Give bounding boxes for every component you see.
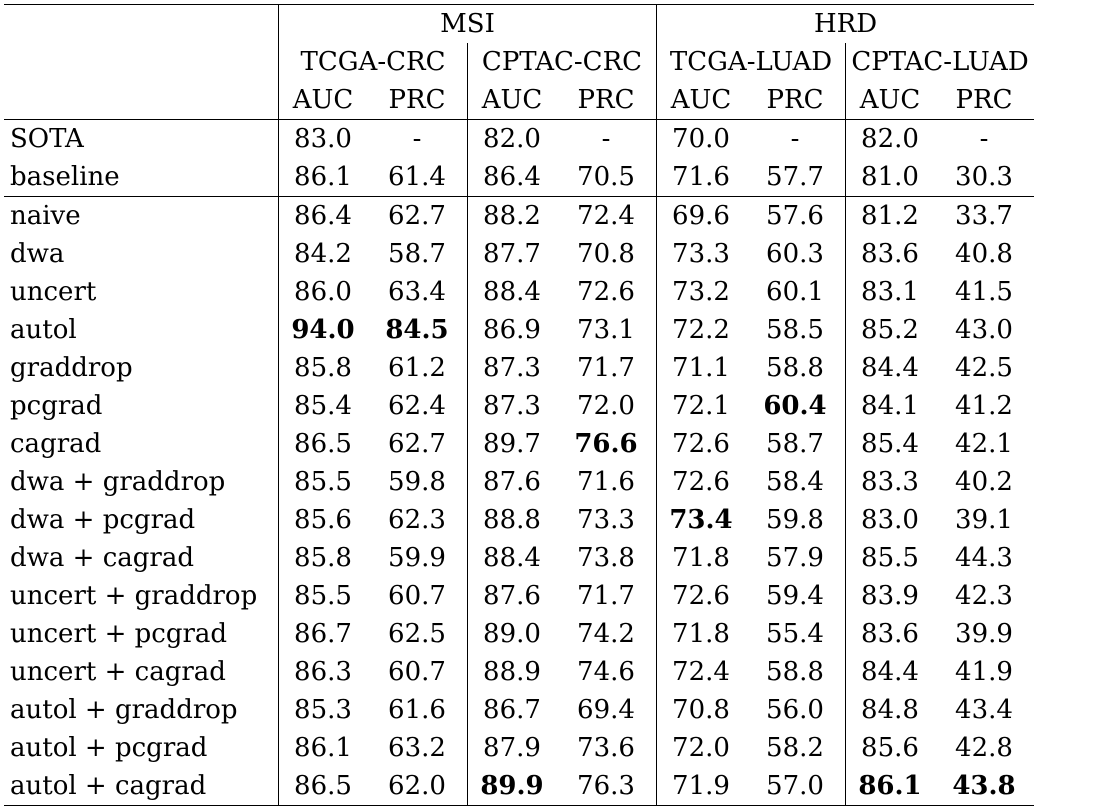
metric-value-cell: 82.0 bbox=[468, 120, 557, 159]
metric-value-cell: 88.8 bbox=[468, 501, 557, 539]
metric-value-cell: 87.3 bbox=[468, 349, 557, 387]
metric-value-cell: 63.2 bbox=[388, 733, 446, 763]
metric-value-cell: 63.4 bbox=[388, 277, 446, 307]
dataset-header-cptac-crc: CPTAC-CRC bbox=[468, 43, 657, 81]
table-row bbox=[4, 463, 1034, 501]
metric-value-cell: 88.4 bbox=[468, 273, 557, 311]
table-row bbox=[4, 615, 1034, 653]
table-row bbox=[4, 349, 1034, 387]
metric-value-cell: 84.5 bbox=[385, 315, 449, 345]
row-method-label: uncert + cagrad bbox=[10, 657, 226, 687]
table-row bbox=[4, 501, 1034, 539]
metric-value-cell: 71.7 bbox=[577, 353, 635, 383]
row-method-label: dwa + cagrad bbox=[10, 543, 194, 573]
metric-value-cell: 89.0 bbox=[468, 615, 557, 653]
metric-value-cell: 76.6 bbox=[574, 429, 638, 459]
metric-value-cell: 89.7 bbox=[468, 425, 557, 463]
metric-value-cell: 43.0 bbox=[955, 315, 1013, 345]
metric-value-cell: 61.2 bbox=[388, 353, 446, 383]
metric-value-cell: 72.1 bbox=[657, 387, 746, 425]
metric-value-cell: 82.0 bbox=[846, 120, 935, 159]
metric-value-cell: 58.8 bbox=[766, 353, 824, 383]
table-row bbox=[4, 539, 1034, 577]
metric-value-cell: 85.2 bbox=[846, 311, 935, 349]
metric-value-cell: 74.6 bbox=[577, 657, 635, 687]
metric-value-cell: 71.8 bbox=[657, 615, 746, 653]
metric-value-cell: 62.3 bbox=[388, 505, 446, 535]
row-method-label: autol + graddrop bbox=[10, 695, 238, 725]
metric-value-cell: 58.7 bbox=[388, 239, 446, 269]
metric-value-cell: 83.1 bbox=[846, 273, 935, 311]
metric-header: AUC bbox=[468, 81, 557, 120]
metric-value-cell: 84.8 bbox=[846, 691, 935, 729]
table-row bbox=[4, 653, 1034, 691]
metric-value-cell: 84.2 bbox=[279, 235, 368, 273]
metric-value-cell: - bbox=[934, 120, 1034, 159]
group-header-hrd: HRD bbox=[657, 5, 1035, 44]
metric-value-cell: 70.0 bbox=[657, 120, 746, 159]
metric-value-cell: 41.9 bbox=[955, 657, 1013, 687]
row-method-label: cagrad bbox=[10, 429, 102, 459]
metric-value-cell: 83.9 bbox=[846, 577, 935, 615]
metric-value-cell: 85.4 bbox=[846, 425, 935, 463]
metric-value-cell: 73.8 bbox=[577, 543, 635, 573]
metric-value-cell: 85.3 bbox=[279, 691, 368, 729]
metric-value-cell: 71.1 bbox=[657, 349, 746, 387]
metric-value-cell: - bbox=[367, 120, 468, 159]
metric-header: PRC bbox=[766, 85, 824, 115]
metric-value-cell: 87.7 bbox=[468, 235, 557, 273]
table-row bbox=[4, 577, 1034, 615]
metric-value-cell: 71.9 bbox=[657, 767, 746, 806]
metric-value-cell: 86.4 bbox=[468, 158, 557, 197]
table-row bbox=[4, 767, 1034, 806]
metric-value-cell: 40.2 bbox=[955, 467, 1013, 497]
metric-value-cell: 83.6 bbox=[846, 235, 935, 273]
row-method-label: dwa + graddrop bbox=[10, 467, 226, 497]
metric-value-cell: 94.0 bbox=[279, 311, 368, 349]
metric-value-cell: 42.5 bbox=[955, 353, 1013, 383]
metric-value-cell: 62.7 bbox=[388, 429, 446, 459]
metric-value-cell: 73.4 bbox=[657, 501, 746, 539]
metric-value-cell: 60.7 bbox=[388, 657, 446, 687]
metric-value-cell: 59.8 bbox=[766, 505, 824, 535]
row-method-label: naive bbox=[4, 197, 279, 236]
metric-value-cell: 56.0 bbox=[766, 695, 824, 725]
header-corner-cell bbox=[4, 43, 279, 81]
metric-value-cell: 72.0 bbox=[577, 391, 635, 421]
metric-value-cell: 86.3 bbox=[279, 653, 368, 691]
metric-value-cell: 76.3 bbox=[556, 767, 657, 806]
metric-value-cell: 71.8 bbox=[657, 539, 746, 577]
metric-value-cell: 59.4 bbox=[766, 581, 824, 611]
metric-value-cell: 71.6 bbox=[577, 467, 635, 497]
metric-value-cell: 40.8 bbox=[955, 239, 1013, 269]
metric-header: AUC bbox=[279, 81, 368, 120]
metric-value-cell: 69.6 bbox=[657, 197, 746, 236]
metric-value-cell: 72.6 bbox=[657, 463, 746, 501]
metric-value-cell: 86.1 bbox=[279, 729, 368, 767]
metric-value-cell: 43.8 bbox=[934, 767, 1034, 806]
metric-value-cell: 71.6 bbox=[657, 158, 746, 197]
row-method-label: graddrop bbox=[10, 353, 133, 383]
metric-value-cell: 62.5 bbox=[388, 619, 446, 649]
metric-value-cell: 39.9 bbox=[955, 619, 1013, 649]
metric-header: AUC bbox=[657, 81, 746, 120]
metric-value-cell: 84.4 bbox=[846, 653, 935, 691]
metric-value-cell: 69.4 bbox=[577, 695, 635, 725]
metric-value-cell: 61.6 bbox=[388, 695, 446, 725]
metric-value-cell: 81.2 bbox=[846, 197, 935, 236]
dataset-header-cptac-luad: CPTAC-LUAD bbox=[846, 43, 1035, 81]
metric-value-cell: 83.0 bbox=[846, 501, 935, 539]
table-row bbox=[4, 197, 1034, 236]
metric-value-cell: 73.1 bbox=[577, 315, 635, 345]
metric-value-cell: 87.6 bbox=[468, 577, 557, 615]
metric-value-cell: 72.2 bbox=[657, 311, 746, 349]
metric-value-cell: 55.4 bbox=[766, 619, 824, 649]
metric-value-cell: 88.9 bbox=[468, 653, 557, 691]
metric-value-cell: 41.2 bbox=[955, 391, 1013, 421]
table-row bbox=[4, 120, 1034, 159]
metric-value-cell: 58.7 bbox=[766, 429, 824, 459]
metric-value-cell: 85.6 bbox=[846, 729, 935, 767]
header-dataset-row bbox=[4, 43, 1034, 81]
row-method-label: dwa + pcgrad bbox=[10, 505, 196, 535]
metric-value-cell: 58.8 bbox=[766, 657, 824, 687]
metric-value-cell: 85.5 bbox=[279, 577, 368, 615]
metric-value-cell: 85.5 bbox=[279, 463, 368, 501]
metric-value-cell: 60.1 bbox=[766, 277, 824, 307]
metric-value-cell: 62.4 bbox=[388, 391, 446, 421]
table-row bbox=[4, 425, 1034, 463]
metric-value-cell: 61.4 bbox=[388, 162, 446, 192]
row-method-label: autol bbox=[10, 315, 77, 345]
metric-value-cell: 86.9 bbox=[468, 311, 557, 349]
table-row bbox=[4, 158, 1034, 197]
metric-value-cell: 70.8 bbox=[657, 691, 746, 729]
header-corner-cell bbox=[4, 5, 279, 44]
metric-value-cell: 72.6 bbox=[577, 277, 635, 307]
metric-value-cell: 72.6 bbox=[657, 577, 746, 615]
row-method-label: pcgrad bbox=[10, 391, 103, 421]
metric-value-cell: 86.1 bbox=[279, 158, 368, 197]
metric-value-cell: 87.9 bbox=[468, 729, 557, 767]
metric-value-cell: 30.3 bbox=[955, 162, 1013, 192]
metric-value-cell: 59.9 bbox=[388, 543, 446, 573]
metric-value-cell: 83.0 bbox=[279, 120, 368, 159]
metric-value-cell: 44.3 bbox=[955, 543, 1013, 573]
metric-value-cell: 83.6 bbox=[846, 615, 935, 653]
metric-value-cell: 39.1 bbox=[955, 505, 1013, 535]
metric-value-cell: 33.7 bbox=[934, 197, 1034, 236]
metric-value-cell: 85.8 bbox=[279, 539, 368, 577]
metric-value-cell: 85.4 bbox=[279, 387, 368, 425]
table-row bbox=[4, 691, 1034, 729]
metric-value-cell: 72.0 bbox=[657, 729, 746, 767]
metric-header: PRC bbox=[955, 85, 1013, 115]
metric-value-cell: 57.7 bbox=[766, 162, 824, 192]
metric-value-cell: 43.4 bbox=[955, 695, 1013, 725]
header-group-row bbox=[4, 5, 1034, 44]
metric-value-cell: - bbox=[745, 120, 846, 159]
metric-value-cell: 57.6 bbox=[745, 197, 846, 236]
metric-value-cell: 58.5 bbox=[766, 315, 824, 345]
metric-value-cell: 62.7 bbox=[367, 197, 468, 236]
metric-value-cell: 72.6 bbox=[657, 425, 746, 463]
metric-value-cell: 88.2 bbox=[468, 197, 557, 236]
metric-value-cell: 70.5 bbox=[577, 162, 635, 192]
results-table bbox=[4, 4, 1034, 806]
metric-value-cell: 42.1 bbox=[955, 429, 1013, 459]
dataset-header-tcga-luad: TCGA-LUAD bbox=[657, 43, 846, 81]
row-method-label: uncert + graddrop bbox=[10, 581, 258, 611]
metric-value-cell: 42.3 bbox=[955, 581, 1013, 611]
metric-value-cell: 85.6 bbox=[279, 501, 368, 539]
metric-value-cell: 86.0 bbox=[279, 273, 368, 311]
metric-value-cell: 71.7 bbox=[577, 581, 635, 611]
row-method-label: uncert + pcgrad bbox=[10, 619, 228, 649]
metric-value-cell: 73.3 bbox=[657, 235, 746, 273]
dataset-header-tcga-crc: TCGA-CRC bbox=[279, 43, 468, 81]
metric-value-cell: 87.6 bbox=[468, 463, 557, 501]
table-row bbox=[4, 235, 1034, 273]
metric-value-cell: 86.7 bbox=[279, 615, 368, 653]
metric-value-cell: 42.8 bbox=[955, 733, 1013, 763]
metric-value-cell: 86.7 bbox=[468, 691, 557, 729]
row-method-label: uncert bbox=[10, 277, 97, 307]
metric-value-cell: 58.2 bbox=[766, 733, 824, 763]
metric-value-cell: 85.8 bbox=[279, 349, 368, 387]
metric-value-cell: 81.0 bbox=[846, 158, 935, 197]
metric-value-cell: 72.4 bbox=[556, 197, 657, 236]
metric-value-cell: 60.3 bbox=[766, 239, 824, 269]
metric-value-cell: 88.4 bbox=[468, 539, 557, 577]
metric-header: AUC bbox=[846, 81, 935, 120]
row-method-label: autol + pcgrad bbox=[10, 733, 208, 763]
metric-value-cell: 84.4 bbox=[846, 349, 935, 387]
metric-value-cell: 58.4 bbox=[766, 467, 824, 497]
metric-value-cell: 70.8 bbox=[577, 239, 635, 269]
group-header-msi: MSI bbox=[279, 5, 657, 44]
metric-value-cell: 57.9 bbox=[766, 543, 824, 573]
metric-value-cell: 59.8 bbox=[388, 467, 446, 497]
metric-value-cell: 86.5 bbox=[279, 425, 368, 463]
metric-value-cell: 57.0 bbox=[745, 767, 846, 806]
metric-value-cell: 60.4 bbox=[763, 391, 827, 421]
header-corner-cell bbox=[4, 81, 279, 120]
metric-value-cell: 41.5 bbox=[955, 277, 1013, 307]
metric-value-cell: - bbox=[556, 120, 657, 159]
metric-value-cell: 86.4 bbox=[279, 197, 368, 236]
metric-header: PRC bbox=[577, 85, 635, 115]
table-row bbox=[4, 729, 1034, 767]
metric-value-cell: 86.5 bbox=[279, 767, 368, 806]
metric-value-cell: 83.3 bbox=[846, 463, 935, 501]
table-row bbox=[4, 387, 1034, 425]
metric-value-cell: 74.2 bbox=[577, 619, 635, 649]
row-method-label: dwa bbox=[10, 239, 65, 269]
metric-value-cell: 73.6 bbox=[577, 733, 635, 763]
metric-value-cell: 84.1 bbox=[846, 387, 935, 425]
metric-value-cell: 73.2 bbox=[657, 273, 746, 311]
metric-value-cell: 87.3 bbox=[468, 387, 557, 425]
metric-value-cell: 89.9 bbox=[468, 767, 557, 806]
table-row bbox=[4, 311, 1034, 349]
row-method-label: SOTA bbox=[4, 120, 279, 159]
row-method-label: autol + cagrad bbox=[4, 767, 279, 806]
metric-value-cell: 86.1 bbox=[846, 767, 935, 806]
metric-value-cell: 85.5 bbox=[846, 539, 935, 577]
metric-value-cell: 60.7 bbox=[388, 581, 446, 611]
table-row bbox=[4, 273, 1034, 311]
header-metric-row bbox=[4, 81, 1034, 120]
metric-value-cell: 62.0 bbox=[367, 767, 468, 806]
metric-value-cell: 72.4 bbox=[657, 653, 746, 691]
metric-header: PRC bbox=[388, 85, 446, 115]
metric-value-cell: 73.3 bbox=[577, 505, 635, 535]
row-method-label: baseline bbox=[10, 162, 120, 192]
